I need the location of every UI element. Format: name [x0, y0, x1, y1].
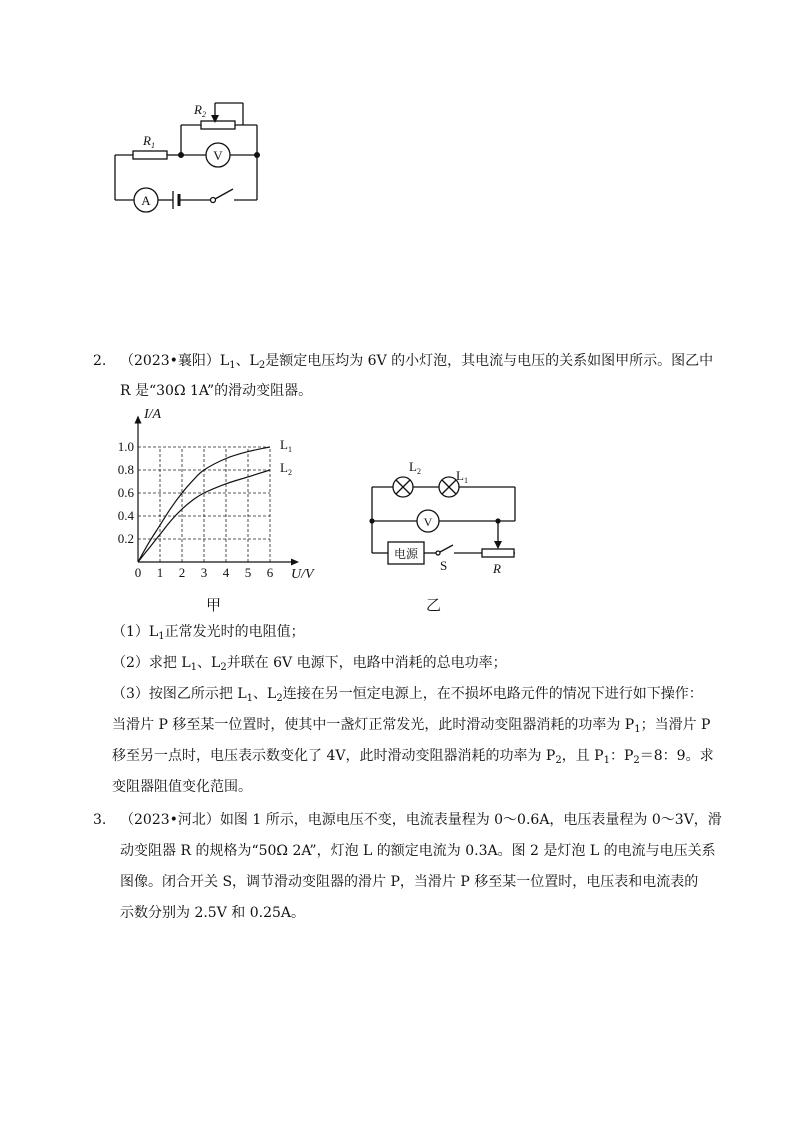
- x-tick-label-2: 2: [178, 565, 186, 580]
- x-axis-arrow: [291, 559, 299, 566]
- q3-line-2: 动变阻器 R 的规格为“50Ω 2A”，灯泡 L 的额定电流为 0.3A。图 2 是灯泡 L 的电流与电压关系: [120, 843, 716, 859]
- yi-voltmeter-label: V: [423, 515, 433, 529]
- x-tick-label-4: 4: [222, 565, 230, 580]
- ammeter-label: A: [141, 193, 151, 208]
- switch-contact: [211, 198, 216, 203]
- caption-jia: 甲: [206, 596, 222, 614]
- yi-slider-arrowhead: [494, 541, 502, 549]
- x-tick-label-6: 6: [266, 565, 274, 580]
- q2-sub-2: （2）求把 $L_1$、$L_2$并联在 6V 电源下，电路中消耗的总电功率；: [112, 655, 507, 673]
- q3-number: 3.: [93, 812, 107, 828]
- iu-chart-jia: [105, 405, 335, 585]
- power-source-label: 电源: [393, 547, 419, 561]
- q2-sub-3-line-1: （3）按图乙所示把 $L_1$、$L_2$连接在另一恒定电源上，在不损坏电路元件的情况下进行如下操作：: [112, 686, 703, 704]
- q2-line-2: R 是“30Ω 1A”的滑动变阻器。: [120, 383, 313, 399]
- yi-switch-blade: [440, 545, 453, 552]
- q2-sub-1: $(1)L_1$正常发光时的电阻值；: [112, 624, 305, 642]
- yi-junction-left: [369, 518, 374, 523]
- y-tick-label-0.8: 0.8: [117, 462, 134, 477]
- x-axis-label: U/V: [291, 567, 314, 582]
- circuit-yi-diagram: [360, 455, 530, 580]
- rheostat-label: R: [493, 561, 501, 576]
- series-label-L1: $L_1$: [280, 437, 292, 454]
- switch-blade: [215, 189, 233, 199]
- q3-line-4: 示数分别为 2.5V 和 0.25A。: [120, 905, 306, 921]
- rheostat-r: [482, 549, 514, 557]
- top-circuit-diagram: [100, 95, 280, 225]
- x-tick-label-1: 1: [156, 565, 164, 580]
- q2-sub-3-line-3: 移至另一点时，电压表示数变化了 4V，此时滑动变阻器消耗的功率为 $P_2$，且 $P_1$：$P_2=8$：9。求: [112, 748, 714, 766]
- x-tick-label-5: 5: [244, 565, 252, 580]
- lamp-l2-label: $L_2$: [409, 459, 421, 476]
- r1-resistor: [133, 151, 167, 159]
- r1-label: $R_1$: [143, 133, 155, 150]
- r2-label: $R_2$: [194, 102, 206, 119]
- y-tick-label-0.6: 0.6: [117, 485, 134, 500]
- y-axis-arrow: [135, 416, 142, 424]
- q2-line-1: （2023•襄阳）$L_1$、$L_2$是额定电压均为 6V 的小灯泡，其电流与电压的关系如图甲所示。图乙中: [120, 353, 714, 371]
- y-tick-label-0.2: 0.2: [117, 531, 134, 546]
- junction-right: [254, 152, 260, 158]
- yi-junction-right: [495, 518, 500, 523]
- r2-slider-arrowhead: [211, 115, 219, 123]
- y-tick-label-1: 1.0: [117, 439, 134, 454]
- x-tick-label-0: 0: [134, 565, 142, 580]
- x-tick-label-3: 3: [200, 565, 208, 580]
- y-tick-label-0.4: 0.4: [117, 508, 134, 523]
- caption-yi: 乙: [426, 596, 442, 614]
- series-label-L2: $L_2$: [280, 460, 292, 477]
- switch-label: S: [440, 558, 448, 573]
- q2-sub-3-line-4: 变阻器阻值变化范围。: [112, 779, 252, 795]
- q3-line-1: （2023•河北）如图 1 所示，电源电压不变，电流表量程为 0～0.6A，电压表量程为 0～3V，滑: [120, 812, 722, 828]
- q3-line-3: 图像。闭合开关 S，调节滑动变阻器的滑片 P，当滑片 P 移至某一位置时，电压表和电流表的: [120, 874, 699, 890]
- q2-number: 2.: [93, 353, 107, 369]
- yi-switch-contact: [436, 551, 440, 555]
- q2-sub-3-line-2: 当滑片 P 移至某一位置时，使其中一盏灯正常发光，此时滑动变阻器消耗的功率为 $P_1$；当滑片 P: [112, 717, 711, 735]
- r2-resistor: [201, 121, 235, 129]
- junction-left: [178, 152, 184, 158]
- y-axis-label: I/A: [144, 407, 162, 422]
- voltmeter-label: V: [213, 148, 223, 163]
- lamp-l1-label: $L_1$: [456, 468, 468, 485]
